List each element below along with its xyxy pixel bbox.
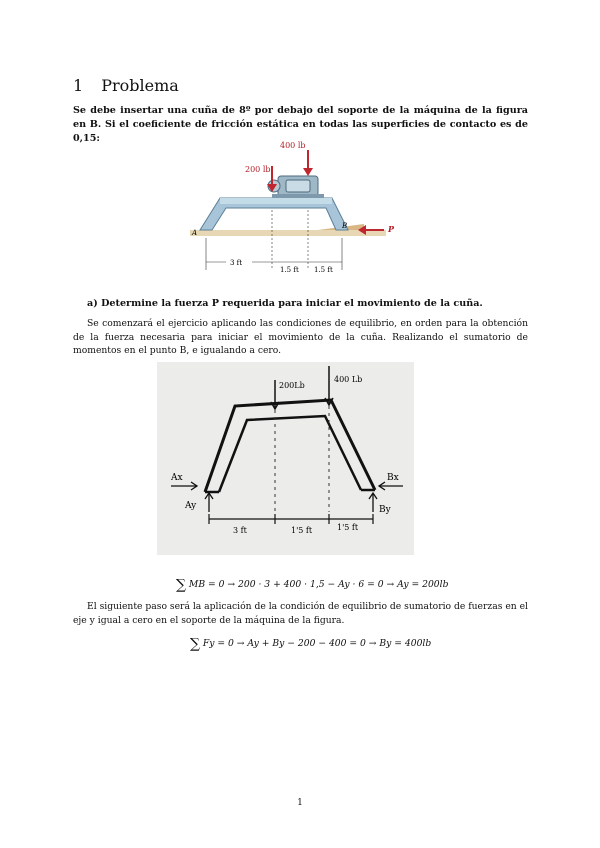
sketch-paper (157, 362, 414, 555)
sketch-ax-label: Ax (171, 473, 183, 483)
dim-15ft-b-label: 1.5 ft (314, 266, 333, 274)
paragraph-2: El siguiente paso será la aplicación de la condición de equilibrio de sumatorio de fuerzas en el eje y igual a cero en el soporte de la máquina de la figura. (73, 601, 528, 626)
ground (190, 230, 386, 236)
equation-forces-text: Fy = 0 → Ay + By − 200 − 400 = 0 → By = 400lb (202, 638, 432, 649)
dim-3ft-label: 3 ft (230, 259, 243, 267)
machine-base (272, 194, 324, 198)
load-200-label: 200 lb (245, 165, 271, 174)
sketch-dim-15ft-b-label: 1'5 ft (337, 523, 359, 532)
question-a: a) Determine la fuerza P requerida para iniciar el movimiento de la cuña. (87, 298, 483, 309)
section-number: 1 (73, 76, 84, 95)
section-title-text: Problema (101, 76, 179, 95)
machine-support-figure (186, 138, 401, 280)
sum-symbol: ∑ (190, 636, 200, 652)
sketch-load-200-label: 200Lb (279, 381, 305, 390)
section-title (73, 76, 179, 95)
problem-statement: Se debe insertar una cuña de 8º por debajo del soporte de la máquina de la figura en B. Si el coeficiente de fricción estática en todas las superficies de contacto es de 0,15: (73, 105, 528, 144)
sketch-bx-label: Bx (387, 473, 399, 483)
load-400-arrowhead (303, 168, 313, 176)
sketch-by-label: By (379, 505, 391, 515)
sum-symbol: ∑ (176, 577, 186, 593)
dim-15ft-a-label: 1.5 ft (280, 266, 299, 274)
sketch-dim-15ft-a-label: 1'5 ft (291, 526, 313, 535)
equation-moments (176, 577, 448, 593)
machine-motor (286, 180, 310, 192)
load-400-label: 400 lb (280, 141, 306, 150)
sketch-dim-3ft-label: 3 ft (233, 526, 247, 535)
force-p-label: P (388, 224, 395, 234)
support-top-plate (220, 198, 332, 204)
free-body-sketch (157, 362, 414, 555)
paragraph-1: Se comenzará el ejercicio aplicando las condiciones de equilibrio, en orden para la obtención de la fuerza necesaria para iniciar el movimiento de la cuña. Realizando el sumatorio de momentos en el punto B, e igualando a cero. (73, 318, 528, 356)
equation-moments-text: MB = 0 → 200 · 3 + 400 · 1,5 − Ay · 6 = 0 → Ay = 200lb (188, 579, 449, 590)
point-b-label: B (342, 222, 348, 230)
page-number: 1 (297, 798, 303, 808)
point-a-label: A (192, 229, 198, 237)
sketch-ay-label: Ay (185, 501, 197, 511)
sketch-load-400-label: 400 Lb (334, 375, 363, 384)
equation-forces (190, 636, 431, 652)
